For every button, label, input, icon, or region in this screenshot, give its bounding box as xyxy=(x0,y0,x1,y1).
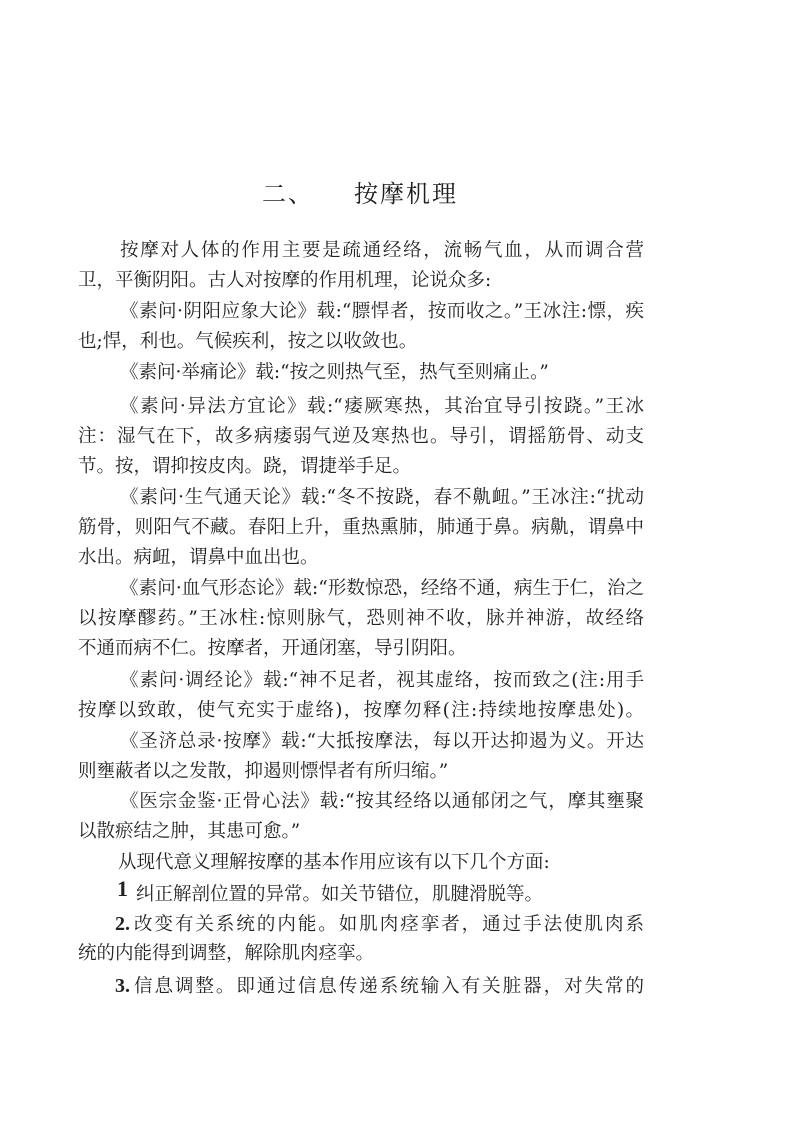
quote-line: 注：湿气在下，故多病痿弱气逆及寒热也。导引，谓摇筋骨、动支 xyxy=(78,426,644,447)
section-heading xyxy=(262,174,458,209)
quote-line: 筋骨，则阳气不藏。春阳上升，重热熏肺，肺通于鼻。病鼽，谓鼻中 xyxy=(78,517,644,538)
quote-line: 《素问·血气形态论》载:“形数惊恐，经络不通，病生于仁，治之 xyxy=(120,578,644,599)
list-marker: 2. xyxy=(115,913,130,935)
quote-line: 以按摩醪药。”王冰柱:惊则脉气，恐则神不收，脉并神游，故经络 xyxy=(78,608,644,629)
quote-line: 《素问·阴阳应象大论》载:“膘悍者，按而收之。”王冰注:慓，疾 xyxy=(120,301,644,322)
list-marker: 3. xyxy=(115,975,130,997)
list-item-text: 改变有关系统的内能。如肌肉痉挛者，通过手法使肌肉系 xyxy=(132,914,644,935)
list-item-text: 信息调整。即通过信息传递系统输入有关脏器，对失常的 xyxy=(132,976,644,997)
list-item xyxy=(115,913,644,936)
quote-line: 以散瘀结之肿，其患可愈。” xyxy=(78,821,301,842)
paragraph-line: 卫，平衡阴阳。古人对按摩的作用机理，论说众多: xyxy=(78,270,492,291)
list-item xyxy=(115,975,644,998)
quote-line: 则壅蔽者以之发散，抑遏则慓悍者有所归缩。” xyxy=(78,761,449,782)
paragraph-line: 从现代意义理解按摩的基本作用应该有以下几个方面: xyxy=(118,852,550,873)
quote-line: 《素问·举痛论》载:“按之则热气至，热气至则痛止。” xyxy=(120,362,549,383)
list-marker: 1 xyxy=(117,876,128,901)
quote-line: 《医宗金鉴·正骨心法》载:“按其经络以通郁闭之气，摩其壅聚 xyxy=(120,791,644,812)
quote-line: 《素问·调经论》载:“神不足者，视其虚络，按而致之(注:用手 xyxy=(120,670,644,691)
quote-line: 水出。病衄，谓鼻中血出也。 xyxy=(78,547,319,568)
list-item xyxy=(117,876,641,906)
quote-line: 按摩以致敢，使气充实于虚络)，按摩勿释(注:持续地按摩患处)。 xyxy=(78,700,644,721)
list-item-text: 纠正解剖位置的异常。如关节错位，肌腱滑脱等。 xyxy=(136,884,544,905)
quote-line: 不通而病不仁。按摩者，开通闭塞，导引阴阳。 xyxy=(78,638,467,659)
paragraph-line: 按摩对人体的作用主要是疏通经络，流畅气血，从而调合营 xyxy=(120,240,644,261)
section-number: 二、 xyxy=(262,180,314,208)
quote-line: 《圣济总录·按摩》载:“大抵按摩法，每以开达抑遏为义。开达 xyxy=(120,731,644,752)
quote-line: 《素问·生气通天论》载:“冬不按跷，春不鼽衄。”王冰注:“扰动 xyxy=(120,487,644,508)
list-item-continuation: 统的内能得到调整，解除肌肉痉挛。 xyxy=(78,943,375,964)
quote-line: 也;悍，利也。气候疾利，按之以收敛也。 xyxy=(78,331,418,352)
section-title: 按摩机理 xyxy=(354,180,458,208)
quote-line: 《素问·异法方宜论》载:“痿厥寒热，其治宜导引按跷。”王冰 xyxy=(120,396,644,417)
quote-line: 节。按，谓抑按皮肉。跷，谓捷举手足。 xyxy=(78,456,412,477)
